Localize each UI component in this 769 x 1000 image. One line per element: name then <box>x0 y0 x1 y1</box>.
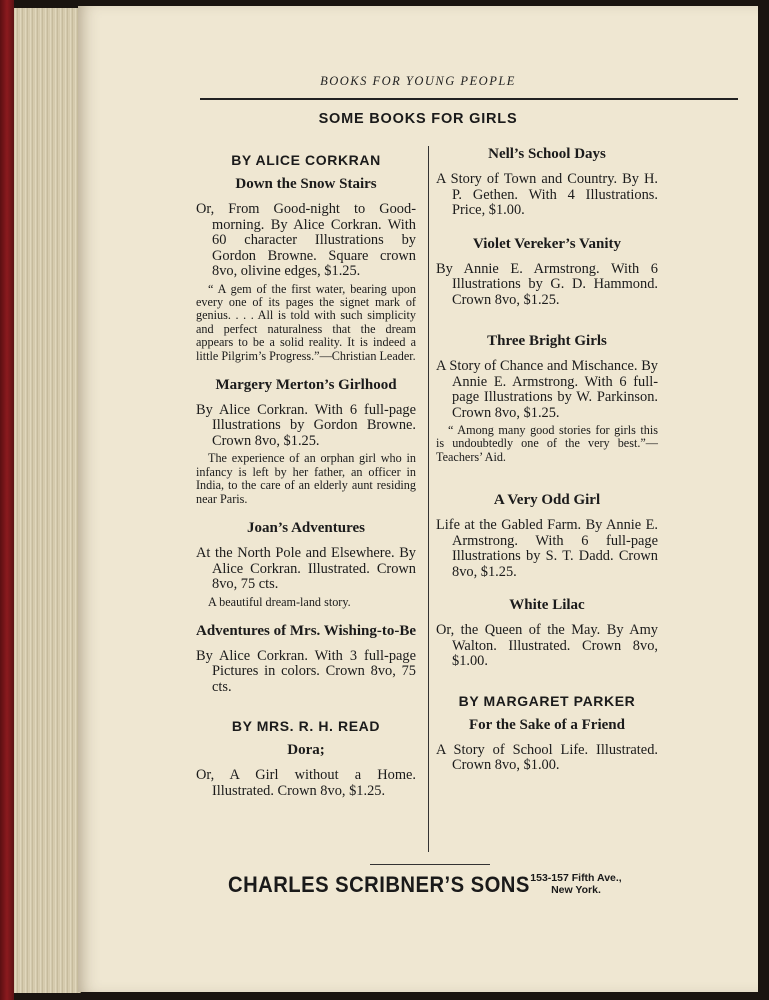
book-description: A Story of School Life. Illustrated. Crown 8vo, $1.00. <box>436 741 658 774</box>
book-title: Violet Vereker’s Vanity <box>472 235 622 252</box>
author-heading: BY ALICE CORKRAN <box>231 152 381 168</box>
book-description: Or, the Queen of the May. By Amy Walton. Illustrated. Crown 8vo, $1.00. <box>436 622 658 670</box>
book-description: Life at the Gabled Farm. By Annie E. Armstrong. With 6 full-page Illustrations by S. T. Dadd. Crown 8vo, $1.25. <box>436 517 658 580</box>
author-heading: BY MRS. R. H. READ <box>231 718 381 735</box>
address-line: 153-157 Fifth Ave., <box>530 872 622 884</box>
spacer <box>436 673 658 687</box>
book-title: Dora; <box>287 742 325 759</box>
book-title: Three Bright Girls <box>487 333 607 349</box>
book-title: A Very Odd Girl <box>493 492 601 509</box>
book-title: Joan’s Adventures <box>247 520 365 537</box>
book-description: A Story of Chance and Mischance. By Annie E. Armstrong. With 6 full-page Illustrations by W. Parkinson. Crown 8vo, $1.25. <box>436 358 658 421</box>
author-heading: BY MARGARET PARKER <box>458 692 636 709</box>
book-description: By Alice Corkran. With 3 full-page Pictures in colors. Crown 8vo, 75 cts. <box>196 647 416 695</box>
publisher-name: CHARLES SCRIBNER’S SONS <box>228 872 530 897</box>
book-title: White Lilac <box>509 597 585 614</box>
book-description: A Story of Town and Country. By H. P. Gethen. With 4 Illustrations. Price, $1.00. <box>436 171 658 218</box>
book-review: “ A gem of the first water, bearing upon every one of its pages the signet mark of genius. . . . All is told with such simplicity and perfect naturalness that the dream appears to be a solid reality. It is indeed a little Pilgrim’s Progress.”—Christian Leader. <box>196 281 416 363</box>
book-title: Nell’s School Days <box>488 146 606 162</box>
book-review: The experience of an orphan girl who in infancy is left by her father, an officer in India, to the care of an elderly aunt residing near Paris. <box>196 451 416 506</box>
spacer <box>436 311 658 333</box>
book-review: A beautiful dream-land story. <box>208 594 351 609</box>
book-title: Down the Snow Stairs <box>235 176 377 192</box>
publisher-address <box>521 872 631 896</box>
book-description: By Annie E. Armstrong. With 6 Illustrations by G. D. Hammond. Crown 8vo, $1.25. <box>436 260 658 308</box>
book-description: At the North Pole and Elsewhere. By Alice Corkran. Illustrated. Crown 8vo, 75 cts. <box>196 545 416 593</box>
left-column <box>196 146 416 802</box>
right-column <box>436 146 658 777</box>
book-spine-binding <box>0 0 14 1000</box>
catalog-page <box>78 6 758 992</box>
address-line: New York. <box>551 884 601 896</box>
book-description: Or, From Good-night to Good-morning. By Alice Corkran. With 60 character Illustrations by Gordon Browne. Square crown 8vo, olivine edges, $1.25. <box>196 201 416 279</box>
header-rule <box>200 98 738 100</box>
spacer <box>436 478 658 492</box>
spacer <box>436 222 658 236</box>
book-title: Adventures of Mrs. Wishing-to-Be <box>196 622 417 639</box>
running-head: BOOKS FOR YOUNG PEOPLE <box>320 74 516 88</box>
page-edges <box>14 8 81 993</box>
book-review: “ Among many good stories for girls this is undoubtedly one of the very best.”—Teachers’ Aid. <box>436 423 658 464</box>
spacer <box>196 698 416 712</box>
column-divider <box>428 146 429 852</box>
book-title: For the Sake of a Friend <box>469 716 625 733</box>
footer-rule <box>370 864 490 865</box>
book-title: Margery Merton’s Girlhood <box>215 376 397 393</box>
book-description: Or, A Girl without a Home. Illustrated. Crown 8vo, $1.25. <box>196 767 416 799</box>
book-description: By Alice Corkran. With 6 full-page Illustrations by Gordon Browne. Crown 8vo, $1.25. <box>196 401 416 449</box>
spacer <box>436 583 658 597</box>
section-title: SOME BOOKS FOR GIRLS <box>318 111 518 127</box>
